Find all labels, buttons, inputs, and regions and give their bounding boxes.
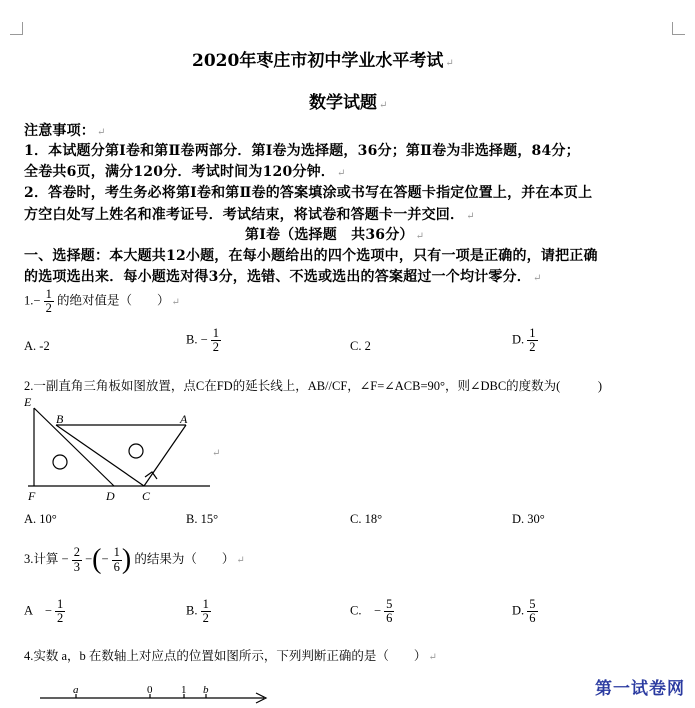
document-subtitle: 数学试题 ↵ — [309, 93, 388, 113]
label-f: F — [28, 489, 36, 503]
section-intro-line-1: 一、选择题：本大题共12小题，在每小题给出的四个选项中，只有一项是正确的，请把正确 — [24, 248, 598, 264]
section-title: 第Ⅰ卷（选择题 共36分） ↵ — [245, 227, 425, 243]
label-d: D — [106, 489, 115, 503]
q2-option-a: A. 10° — [24, 512, 57, 526]
q1-fraction: $\frac{1}{2}$ — [45, 287, 52, 316]
q3-option-b: B. $\frac{1}{2}$ — [186, 597, 209, 626]
line-ed — [34, 408, 114, 486]
label-b: B — [56, 412, 64, 426]
axis-label-zero: 0 — [147, 684, 153, 696]
notice-2-line-1: 2．答卷时，考生务必将第Ⅰ卷和第Ⅱ卷的答案填涂或书写在答题卡指定位置上，并在本页上 — [24, 185, 593, 201]
question-4: 4.实数 a，b 在数轴上对应点的位置如图所示，下列判断正确的是（ ） ↵ — [24, 649, 437, 663]
notice-1-line-2: 全卷共6页，满分120分．考试时间为120分钟． ↵ — [24, 164, 346, 180]
notice-2-line-2: 方空白处写上姓名和准考证号．考试结束，将试卷和答题卡一并交回． ↵ — [24, 207, 475, 223]
notice-heading: 注意事项： ↵ — [24, 123, 106, 139]
page-corner-top-left — [10, 22, 23, 35]
label-c: C — [142, 489, 151, 503]
section-intro-line-2: 的选项选出来．每小题选对得3分，选错、不选或选出的答案超过一个均计零分． ↵ — [24, 269, 542, 285]
line-ac — [144, 425, 186, 486]
q1-option-a: A. -2 — [24, 339, 50, 353]
q3-option-d: D. $\frac{5}{6}$ — [512, 597, 536, 626]
q1-option-c: C. 2 — [350, 339, 371, 353]
axis-label-b: b — [203, 684, 209, 696]
q2-option-c: C. 18° — [350, 512, 383, 526]
q2-triangle-figure — [24, 394, 224, 504]
q4-number-line — [36, 684, 276, 708]
q3-option-c: C. − $\frac{5}{6}$ — [350, 597, 393, 626]
axis-label-a: a — [73, 684, 79, 696]
label-e: E — [24, 395, 32, 409]
axis-label-one: 1 — [181, 684, 187, 696]
page-corner-top-right — [672, 22, 685, 35]
site-watermark: 第一试卷网 — [595, 679, 685, 699]
q2-option-b: B. 15° — [186, 512, 219, 526]
figure-paragraph-mark: ↵ — [212, 448, 221, 459]
q3-option-a: A − $\frac{1}{2}$ — [24, 597, 64, 626]
document-title: 2020年枣庄市初中学业水平考试 ↵ — [192, 51, 454, 71]
q1-option-d: D. $\frac{1}{2}$ — [512, 326, 536, 355]
q1-option-b: B. − $\frac{1}{2}$ — [186, 326, 220, 355]
q2-option-d: D. 30° — [512, 512, 545, 526]
triangle-hole-left — [53, 455, 67, 469]
notice-1-line-1: 1．本试题分第Ⅰ卷和第Ⅱ卷两部分．第Ⅰ卷为选择题，36分；第Ⅱ卷为非选择题，84分； — [24, 143, 580, 159]
question-3: 3.计算 − $\frac{2}{3}$ −(− $\frac{1}{6}$ ) 的结果为（ ） ↵ — [24, 544, 245, 575]
label-a: A — [180, 412, 188, 426]
question-2: 2.一副直角三角板如图放置，点C在FD的延长线上，AB//CF，∠F=∠ACB=90°，则∠DBC的度数为( ) — [24, 379, 602, 393]
triangle-hole-right — [129, 444, 143, 458]
question-1: 1.− $\frac{1}{2}$ 的绝对值是（ ） ↵ — [24, 287, 180, 316]
